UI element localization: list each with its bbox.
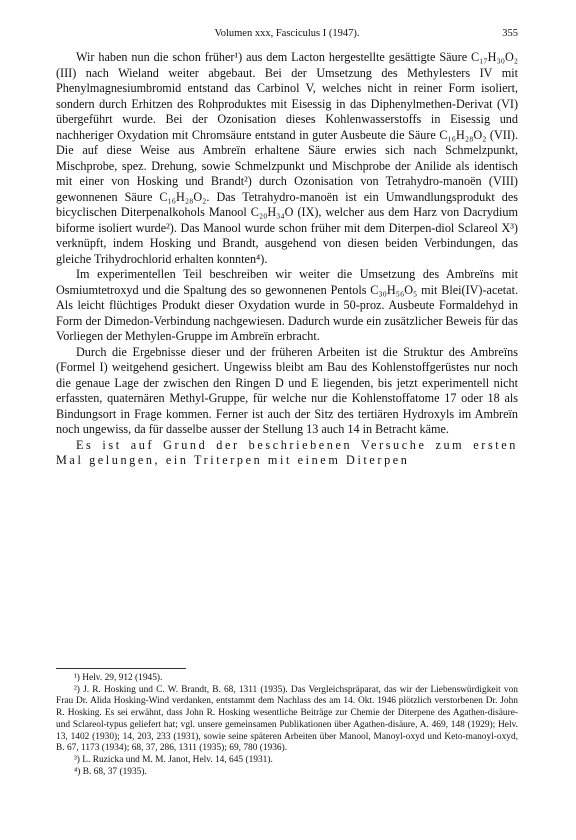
footnote-2: ²) J. R. Hosking und C. W. Brandt, B. 68, 1311 (1935). Das Vergleichspräparat, das wir der Liebenswürdigkeit von Frau Dr. Alida Hosking-Wind verdanken, entstammt dem Nachlass des am 14. Okt. 1946 plötzlich verstorbenen Dr. John R. Hosking. Es sei erwähnt, dass John R. Hosking wesentliche Beiträge zur Chemie der Diterpene des Agathen-disäure- und Sclareol-typus geliefert hat; vgl. unsere gemeinsamen Publikationen über Agathen-disäure, A. 469, 148 (1929); Helv. 13, 1402 (1930); 14, 203, 233 (1931), sowie seine späteren Arbeiten über Manool, Manoyl-oxyd und Keto-manoyl-oxyd, B. 67, 1173 (1934); 68, 37, 286, 1311 (1935); 69, 780 (1936). xyxy=(56,684,518,754)
footnote-rule xyxy=(56,668,186,669)
footnote-4: ⁴) B. 68, 37 (1935). xyxy=(74,766,147,777)
footnote-3: ³) L. Ruzicka und M. M. Janot, Helv. 14, 645 (1931). xyxy=(74,754,273,765)
footnote-1: ¹) Helv. 29, 912 (1945). xyxy=(74,673,163,683)
page-number: 355 xyxy=(502,28,518,39)
body-text xyxy=(56,50,518,469)
footnotes xyxy=(56,673,518,778)
running-title: Volumen xxx, Fasciculus I (1947). xyxy=(214,28,360,39)
running-header xyxy=(56,28,518,42)
paragraph-3: Durch die Ergebnisse dieser und der früheren Arbeiten ist die Struktur des Ambreïns (Formel I) weitgehend gesichert. Ungewiss bleibt am Bau des Kohlenstoffgerüstes nur noch die genaue Lage der zwischen den Ringen D und E liegenden, bis jetzt experimentell nicht erfassten, quaternären Methyl-Gruppe, für welche nur die Kohlenstoffatome 17 oder 18 als Bindungsort in Frage kommen. Ferner ist auch der Sitz des tertiären Hydroxyls im Ambreïn noch ungewiss, da für dasselbe ausser der Stellung 13 auch 14 in Betracht käme. xyxy=(56,344,518,436)
paragraph-2: Im experimentellen Teil beschreiben wir weiter die Umsetzung des Ambreïns mit Osmiumtetroxyd und die Spaltung des so gewonnenen Pentols C₃₀H₅₆O₅ mit Blei(IV)-acetat. Als leicht flüchtiges Produkt dieser Oxydation wurde in 50-proz. Ausbeute Formaldehyd in Form der Dimedon-Verbindung nachgewiesen. Dadurch wurde ein zusätzlicher Beweis für das Vorliegen der Methylen-Gruppe im Ambreïn erbracht. xyxy=(56,267,518,343)
paragraph-4: Es ist auf Grund der beschriebenen Versuche zum ersten Mal gelungen, ein Triterpen mit einem Diterpen xyxy=(56,437,518,467)
paragraph-1: Wir haben nun die schon früher¹) aus dem Lacton hergestellte gesättigte Säure C₁₇H₃₀O₂ (III) nach Wieland weiter abgebaut. Bei der Umsetzung des Methylesters IV mit Phenylmagnesiumbromid entstand das Carbinol V, welches nicht in reiner Form isoliert, sondern durch Erhitzen des Rohproduktes mit Eisessig in das Diphenylmethen-Derivat (VI) übergeführt wurde. Bei der Ozonisation dieses Kohlenwasserstoffs in Eisessig und nachheriger Oxydation mit Chromsäure entstand in guter Ausbeute die Säure C₁₆H₂₈O₂ (VII). Die auf diese Weise aus Ambreïn erhaltene Säure erwies sich nach Schmelzpunkt, Mischprobe, spez. Drehung, sowie Schmelzpunkt und Mischprobe der Anilide als identisch mit einer von Hosking und Brandt²) durch Ozonisation von Tetrahydro-manoën (VIII) gewonnenen Säure C₁₆H₂₈O₂. Das Tetrahydro-manoën ist ein Umwandlungsprodukt des bicyclischen Diterpenalkohols Manool C₂₀H₃₄O (IX), welcher aus dem Harz von Dacrydium biforme isoliert wurde²). Das Manool wurde schon früher mit dem Diterpen-diol Sclareol X³) verknüpft, indem Hosking und Brandt, ausgehend von diesen beiden Verbindungen, das gleiche Trihydrochlorid erhalten konnten⁴). xyxy=(56,50,518,266)
